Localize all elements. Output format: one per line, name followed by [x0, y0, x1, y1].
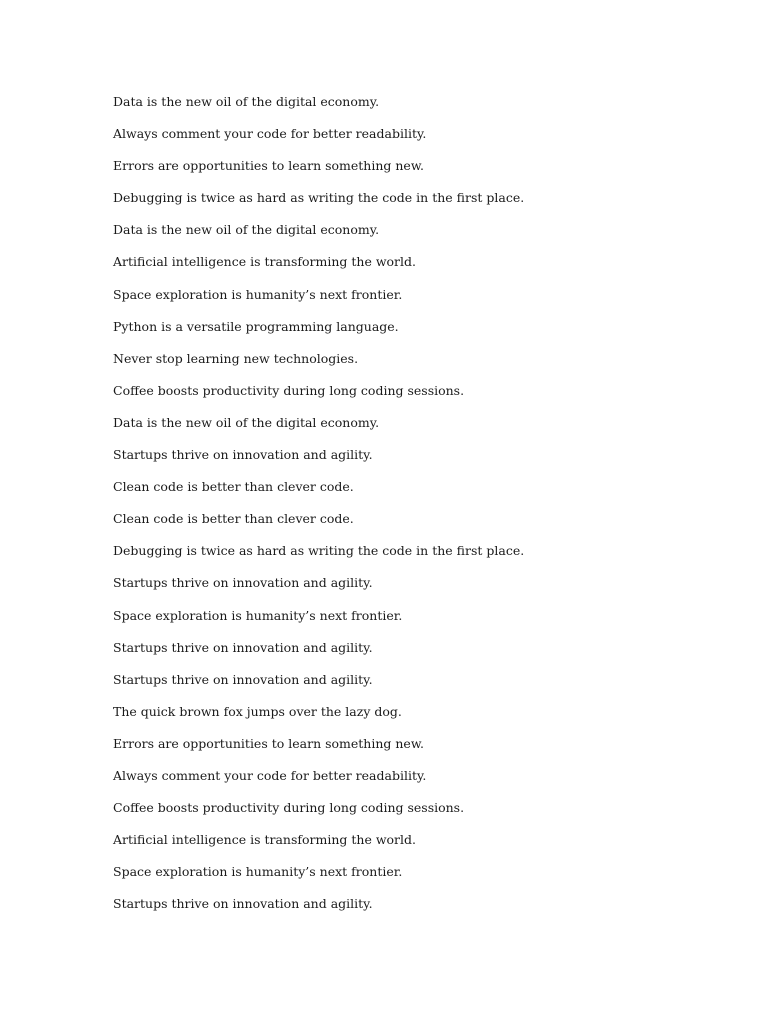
text-line: Data is the new oil of the digital economy. [113, 222, 380, 238]
text-line: The quick brown fox jumps over the lazy dog. [113, 703, 402, 719]
text-line: Never stop learning new technologies. [113, 350, 359, 366]
text-line: Space exploration is humanity’s next frontier. [113, 286, 403, 302]
text-line: Startups thrive on innovation and agility. [113, 575, 373, 591]
text-line: Always comment your code for better readability. [113, 126, 427, 142]
text-line: Space exploration is humanity’s next frontier. [113, 864, 403, 880]
text-line: Clean code is better than clever code. [113, 479, 354, 495]
text-line: Artificial intelligence is transforming the world. [113, 832, 416, 848]
text-line: Clean code is better than clever code. [113, 511, 354, 527]
text-line: Errors are opportunities to learn something new. [113, 158, 425, 174]
text-line: Errors are opportunities to learn something new. [113, 735, 425, 751]
text-line: Data is the new oil of the digital economy. [113, 94, 380, 109]
text-line: Debugging is twice as hard as writing the code in the first place. [113, 543, 525, 559]
text-line: Startups thrive on innovation and agility. [113, 639, 373, 655]
text-line: Coffee boosts productivity during long coding sessions. [113, 800, 465, 816]
text-line: Coffee boosts productivity during long coding sessions. [113, 382, 465, 398]
text-line: Debugging is twice as hard as writing the code in the first place. [113, 190, 525, 206]
text-line: Always comment your code for better readability. [113, 767, 427, 783]
text-lines [113, 92, 524, 926]
text-line: Startups thrive on innovation and agility. [113, 896, 373, 912]
text-line: Space exploration is humanity’s next frontier. [113, 607, 403, 623]
text-line: Python is a versatile programming language. [113, 318, 399, 334]
text-line: Data is the new oil of the digital economy. [113, 414, 380, 430]
text-line: Startups thrive on innovation and agility. [113, 671, 373, 687]
text-line: Artificial intelligence is transforming the world. [113, 254, 416, 270]
text-line: Startups thrive on innovation and agility. [113, 447, 373, 463]
